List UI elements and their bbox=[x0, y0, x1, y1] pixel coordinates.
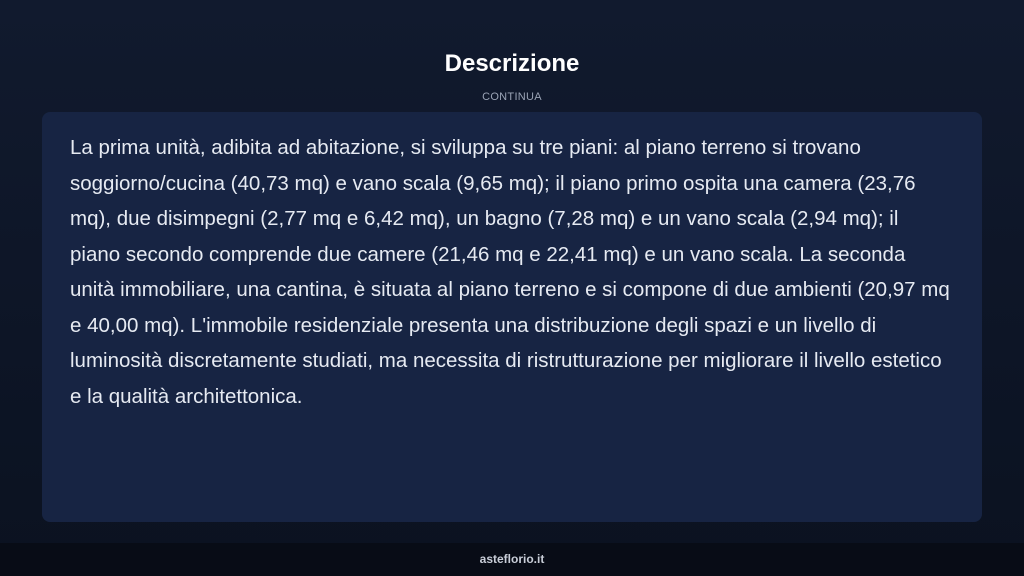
page-subtitle: CONTINUA bbox=[482, 91, 542, 103]
footer-site-label: asteflorio.it bbox=[479, 552, 545, 566]
slide-header bbox=[0, 48, 1024, 104]
page-title: Descrizione bbox=[444, 50, 580, 77]
description-card bbox=[42, 112, 982, 522]
description-text: La prima unità, adibita ad abitazione, si sviluppa su tre piani: al piano terreno si trovano soggiorno/cucina (40,73 mq) e vano scala (9,65 mq); il piano primo ospita una camera (23,76 mq), due disimpegni (2,77 mq e 6,42 mq), un bagno (7,28 mq) e un vano scala (2,94 mq); il piano secondo comprende due camere (21,46 mq e 22,41 mq) e un vano scala. La seconda unità immobiliare, una cantina, è situata al piano terreno e si compone di due ambienti (20,97 mq e 40,00 mq). L'immobile residenziale presenta una distribuzione degli spazi e un livello di luminosità discretamente studiati, ma necessita di ristrutturazione per migliorare il livello estetico e la qualità architettonica. bbox=[70, 136, 950, 408]
footer-bar bbox=[0, 543, 1024, 576]
